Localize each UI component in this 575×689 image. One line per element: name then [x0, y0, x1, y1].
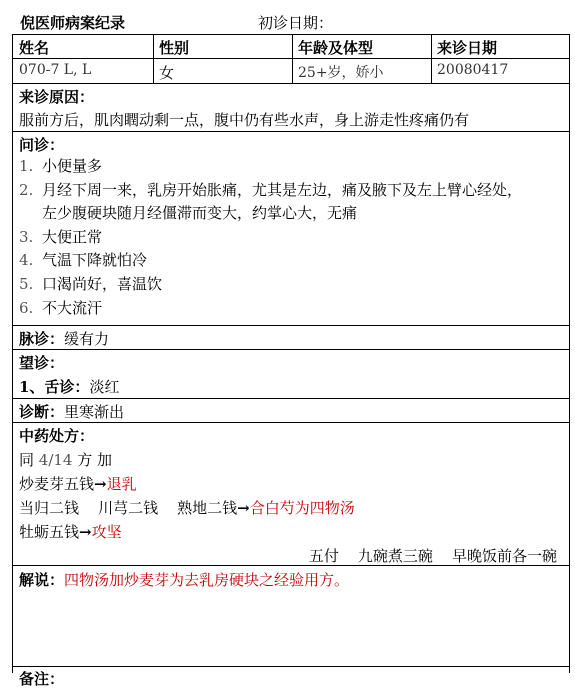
inquiry-item	[19, 226, 522, 250]
inquiry-item	[19, 297, 522, 321]
inquiry-item-number: 2.	[19, 180, 34, 199]
inquiry-item-number: 6.	[19, 298, 34, 317]
diagnosis-row	[19, 401, 124, 422]
patient-id-value: 070-7 L, L	[19, 62, 92, 78]
rule-top	[13, 34, 569, 35]
header-gender: 性别	[159, 39, 190, 57]
inquiry-item-number: 1.	[19, 157, 34, 175]
tongue-text: 淡红	[89, 378, 120, 396]
inquiry-item-number: 5.	[19, 274, 34, 293]
age-build-value: 25+岁，娇小	[298, 65, 384, 81]
header-visit-date: 来诊日期	[437, 39, 498, 57]
prescription-ref-date: 4/14	[38, 451, 73, 469]
herb-note: 退乳	[106, 475, 137, 493]
rule-info-values	[13, 83, 569, 84]
inquiry-item-text: 月经下周一来，乳房开始胀痛，尤其是左边，痛及腋下及左上臂心经处，	[42, 180, 523, 199]
inquiry-item-number: 3.	[19, 227, 34, 246]
visit-date-value: 20080417	[437, 62, 509, 78]
inquiry-item	[19, 155, 522, 179]
herb-dose: 牡蛎五钱	[19, 523, 80, 541]
gender-value: 女	[159, 64, 175, 82]
inquiry-label: 问诊：	[19, 136, 65, 154]
visit-reason-text: 服前方后，肌肉瞤动剩一点，腹中仍有些水声，身上游走性疼痛仍有	[19, 111, 470, 129]
explanation-row	[19, 569, 349, 590]
prescription-line-base	[19, 449, 112, 470]
explanation-label: 解说：	[19, 571, 65, 589]
record-form	[12, 34, 570, 688]
inquiry-list	[19, 155, 522, 320]
pulse-text: 缓有力	[64, 330, 110, 348]
herb-note: 攻坚	[91, 523, 122, 541]
inquiry-item-number: 4.	[19, 251, 34, 270]
col-divider-2	[292, 34, 293, 83]
diagnosis-label: 诊断：	[19, 403, 65, 421]
record-title-row	[12, 8, 568, 34]
rule-pulse	[13, 349, 569, 350]
herb-note: 合白芍为四物汤	[249, 499, 355, 517]
rule-inquiry	[13, 325, 569, 326]
rule-diagnosis	[13, 422, 569, 423]
inquiry-item	[19, 179, 522, 226]
prescription-label: 中药处方：	[19, 427, 95, 445]
explanation-text: 四物汤加炒麦芽为去乳房硬块之经验用方。	[64, 571, 350, 589]
inquiry-item-text: 不大流汗	[42, 298, 103, 317]
inspection-label: 望诊：	[19, 354, 65, 372]
rule-explanation	[13, 666, 569, 667]
record-title: 倪医师病案纪录	[20, 14, 126, 32]
prescription-line-muli	[19, 521, 122, 542]
pulse-row	[19, 328, 109, 349]
herb-dose: 当归二钱 川芎二钱 熟地二钱	[19, 499, 238, 517]
tongue-row	[19, 376, 119, 397]
visit-reason-label: 来诊原因：	[19, 88, 95, 106]
prescription-line-maiya	[19, 473, 137, 494]
arrow-icon: →	[79, 523, 92, 541]
arrow-icon: →	[94, 475, 107, 493]
prescription-add: 方 加	[72, 451, 113, 469]
rule-inspection	[13, 398, 569, 399]
header-name: 姓名	[19, 39, 50, 57]
inquiry-item	[19, 249, 522, 273]
dosage-instructions: 五付 九碗煮三碗 早晚饭前各一碗	[308, 547, 557, 565]
col-divider-3	[431, 34, 432, 83]
arrow-icon: →	[237, 499, 250, 517]
inquiry-item-text: 大便正常	[42, 227, 103, 246]
header-age-build: 年龄及体型	[298, 39, 374, 57]
pulse-label: 脉诊：	[19, 330, 65, 348]
inquiry-item-text: 气温下降就怕冷	[42, 251, 148, 270]
first-visit-date-label: 初诊日期：	[258, 14, 334, 32]
diagnosis-text: 里寒渐出	[64, 403, 125, 421]
tongue-label: 1、舌诊：	[19, 378, 90, 396]
prescription-line-siwu	[19, 497, 355, 518]
herb-dose: 炒麦芽五钱	[19, 475, 95, 493]
rule-info-header	[13, 58, 569, 59]
inquiry-item-text: 口渴尚好，喜温饮	[42, 274, 163, 293]
prescription-same-as: 同	[19, 451, 39, 469]
remarks-label: 备注：	[19, 670, 65, 688]
rule-visit-reason	[13, 131, 569, 132]
inquiry-item-text-continued: 左少腹硬块随月经僵滞而变大，约掌心大，无痛	[42, 204, 358, 223]
inquiry-item	[19, 273, 522, 297]
col-divider-1	[153, 34, 154, 83]
inquiry-item-text: 小便量多	[42, 157, 103, 175]
